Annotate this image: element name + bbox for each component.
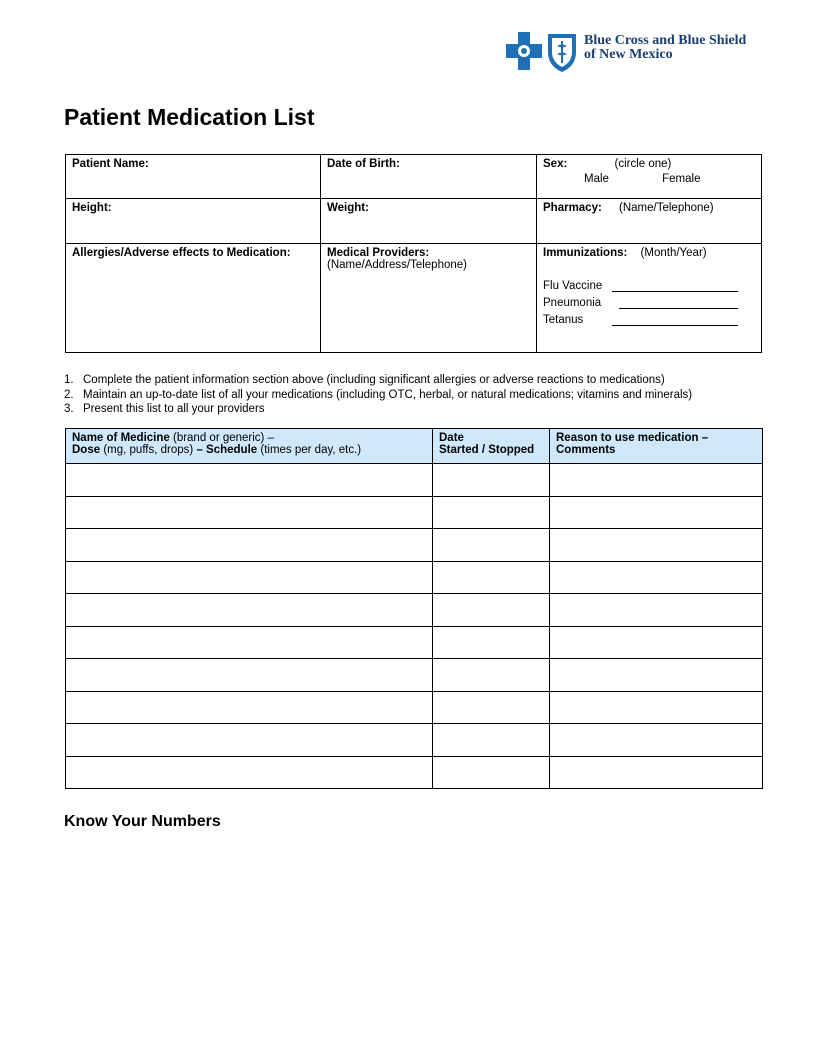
dose-hint: (mg, puffs, drops) <box>103 444 194 456</box>
reason-cell[interactable] <box>550 691 763 724</box>
reason-cell[interactable] <box>550 724 763 757</box>
patient-name-label: Patient Name: <box>72 158 149 170</box>
page-title: Patient Medication List <box>64 104 315 130</box>
pharmacy-label: Pharmacy: <box>543 202 602 214</box>
reason-cell[interactable] <box>550 626 763 659</box>
height-label: Height: <box>72 202 112 214</box>
providers-hint: (Name/Address/Telephone) <box>327 259 467 271</box>
medication-table <box>65 428 763 789</box>
date-cell[interactable] <box>433 561 550 594</box>
table-row <box>66 496 763 529</box>
schedule-header: – Schedule <box>196 444 258 456</box>
logo-line-1: Blue Cross and Blue Shield <box>584 33 747 48</box>
immunization-tetanus-line[interactable] <box>612 313 738 326</box>
instruction-item: 1. Complete the patient information section above (including significant allergies or adverse reactions to medications) <box>64 374 665 386</box>
table-row <box>66 626 763 659</box>
date-cell[interactable] <box>433 529 550 562</box>
instruction-text: Maintain an up-to-date list of all your medications (including OTC, herbal, or natural medications; vitamins and minerals) <box>83 388 693 401</box>
section-heading: Know Your Numbers <box>64 813 221 830</box>
providers-field[interactable] <box>321 244 537 353</box>
reason-cell[interactable] <box>550 496 763 529</box>
instruction-text: Present this list to all your providers <box>83 403 265 415</box>
immunizations-hint: (Month/Year) <box>640 247 707 259</box>
table-row <box>66 724 763 757</box>
reason-cell[interactable] <box>550 659 763 692</box>
table-row <box>66 659 763 692</box>
sex-label: Sex: <box>543 158 568 170</box>
date-cell[interactable] <box>433 756 550 789</box>
immunization-tetanus-row <box>543 313 755 326</box>
immunization-tetanus-label: Tetanus <box>543 314 584 326</box>
medicine-name-header: Name of Medicine <box>72 432 170 444</box>
medicine-cell[interactable] <box>66 691 433 724</box>
patient-name-field[interactable] <box>66 155 321 199</box>
logo-text <box>584 34 746 62</box>
date-header-line1: Date <box>439 432 464 444</box>
immunizations-label: Immunizations: <box>543 247 628 259</box>
table-row <box>66 464 763 497</box>
immunization-flu-row <box>543 279 755 292</box>
allergies-field[interactable] <box>66 244 321 353</box>
immunization-flu-label: Flu Vaccine <box>543 280 603 292</box>
date-column-header <box>433 429 550 464</box>
instruction-item: 3. Present this list to all your providers <box>64 403 265 415</box>
reason-cell[interactable] <box>550 561 763 594</box>
table-row <box>66 561 763 594</box>
medicine-cell[interactable] <box>66 659 433 692</box>
reason-cell[interactable] <box>550 464 763 497</box>
date-cell[interactable] <box>433 724 550 757</box>
reason-column-header <box>550 429 763 464</box>
instructions-list <box>64 373 692 417</box>
medicine-cell[interactable] <box>66 496 433 529</box>
instruction-item: 2. Maintain an up-to-date list of all your medications (including OTC, herbal, or natural medications; vitamins and minerals) <box>64 388 693 401</box>
immunization-pneumonia-line[interactable] <box>619 296 738 309</box>
medicine-cell[interactable] <box>66 756 433 789</box>
medicine-cell[interactable] <box>66 561 433 594</box>
providers-label: Medical Providers: <box>327 247 430 259</box>
medicine-cell[interactable] <box>66 594 433 627</box>
logo-line-2: of New Mexico <box>584 47 673 62</box>
date-cell[interactable] <box>433 659 550 692</box>
pharmacy-hint: (Name/Telephone) <box>619 202 714 214</box>
dash: – <box>264 432 274 444</box>
bcbs-logo <box>506 30 762 74</box>
schedule-hint: (times per day, etc.) <box>260 444 362 456</box>
medicine-cell[interactable] <box>66 626 433 659</box>
medicine-column-header <box>66 429 433 464</box>
reason-header-line1: Reason to use medication – <box>556 432 709 444</box>
sex-field[interactable] <box>537 155 762 199</box>
weight-field[interactable] <box>321 199 537 244</box>
reason-header-line2: Comments <box>556 444 616 456</box>
date-header-line2: Started / Stopped <box>439 444 535 456</box>
date-cell[interactable] <box>433 496 550 529</box>
date-cell[interactable] <box>433 691 550 724</box>
table-row <box>66 529 763 562</box>
dob-label: Date of Birth: <box>327 158 400 170</box>
table-row <box>66 594 763 627</box>
dose-header: Dose <box>72 444 101 456</box>
immunization-pneumonia-row <box>543 296 755 309</box>
sex-option-female[interactable]: Female <box>662 173 701 185</box>
table-row <box>66 756 763 789</box>
date-cell[interactable] <box>433 626 550 659</box>
reason-cell[interactable] <box>550 529 763 562</box>
reason-cell[interactable] <box>550 594 763 627</box>
sex-hint: (circle one) <box>614 158 672 170</box>
date-cell[interactable] <box>433 594 550 627</box>
height-field[interactable] <box>66 199 321 244</box>
immunizations-field <box>537 244 762 353</box>
date-cell[interactable] <box>433 464 550 497</box>
dob-field[interactable] <box>321 155 537 199</box>
table-row <box>66 691 763 724</box>
sex-option-male[interactable]: Male <box>584 173 609 185</box>
allergies-label: Allergies/Adverse effects to Medication: <box>72 247 291 259</box>
patient-info-table <box>65 154 762 353</box>
medicine-cell[interactable] <box>66 724 433 757</box>
medicine-name-hint: (brand or generic) <box>172 432 265 444</box>
pharmacy-field[interactable] <box>537 199 762 244</box>
blue-cross-icon <box>506 30 582 74</box>
reason-cell[interactable] <box>550 756 763 789</box>
immunization-flu-line[interactable] <box>612 279 738 292</box>
instruction-text: Complete the patient information section above (including significant allergies or adverse reactions to medications) <box>83 374 665 386</box>
weight-label: Weight: <box>327 202 369 214</box>
medication-rows <box>66 464 763 789</box>
medicine-cell[interactable] <box>66 529 433 562</box>
medicine-cell[interactable] <box>66 464 433 497</box>
immunization-pneumonia-label: Pneumonia <box>543 297 602 309</box>
